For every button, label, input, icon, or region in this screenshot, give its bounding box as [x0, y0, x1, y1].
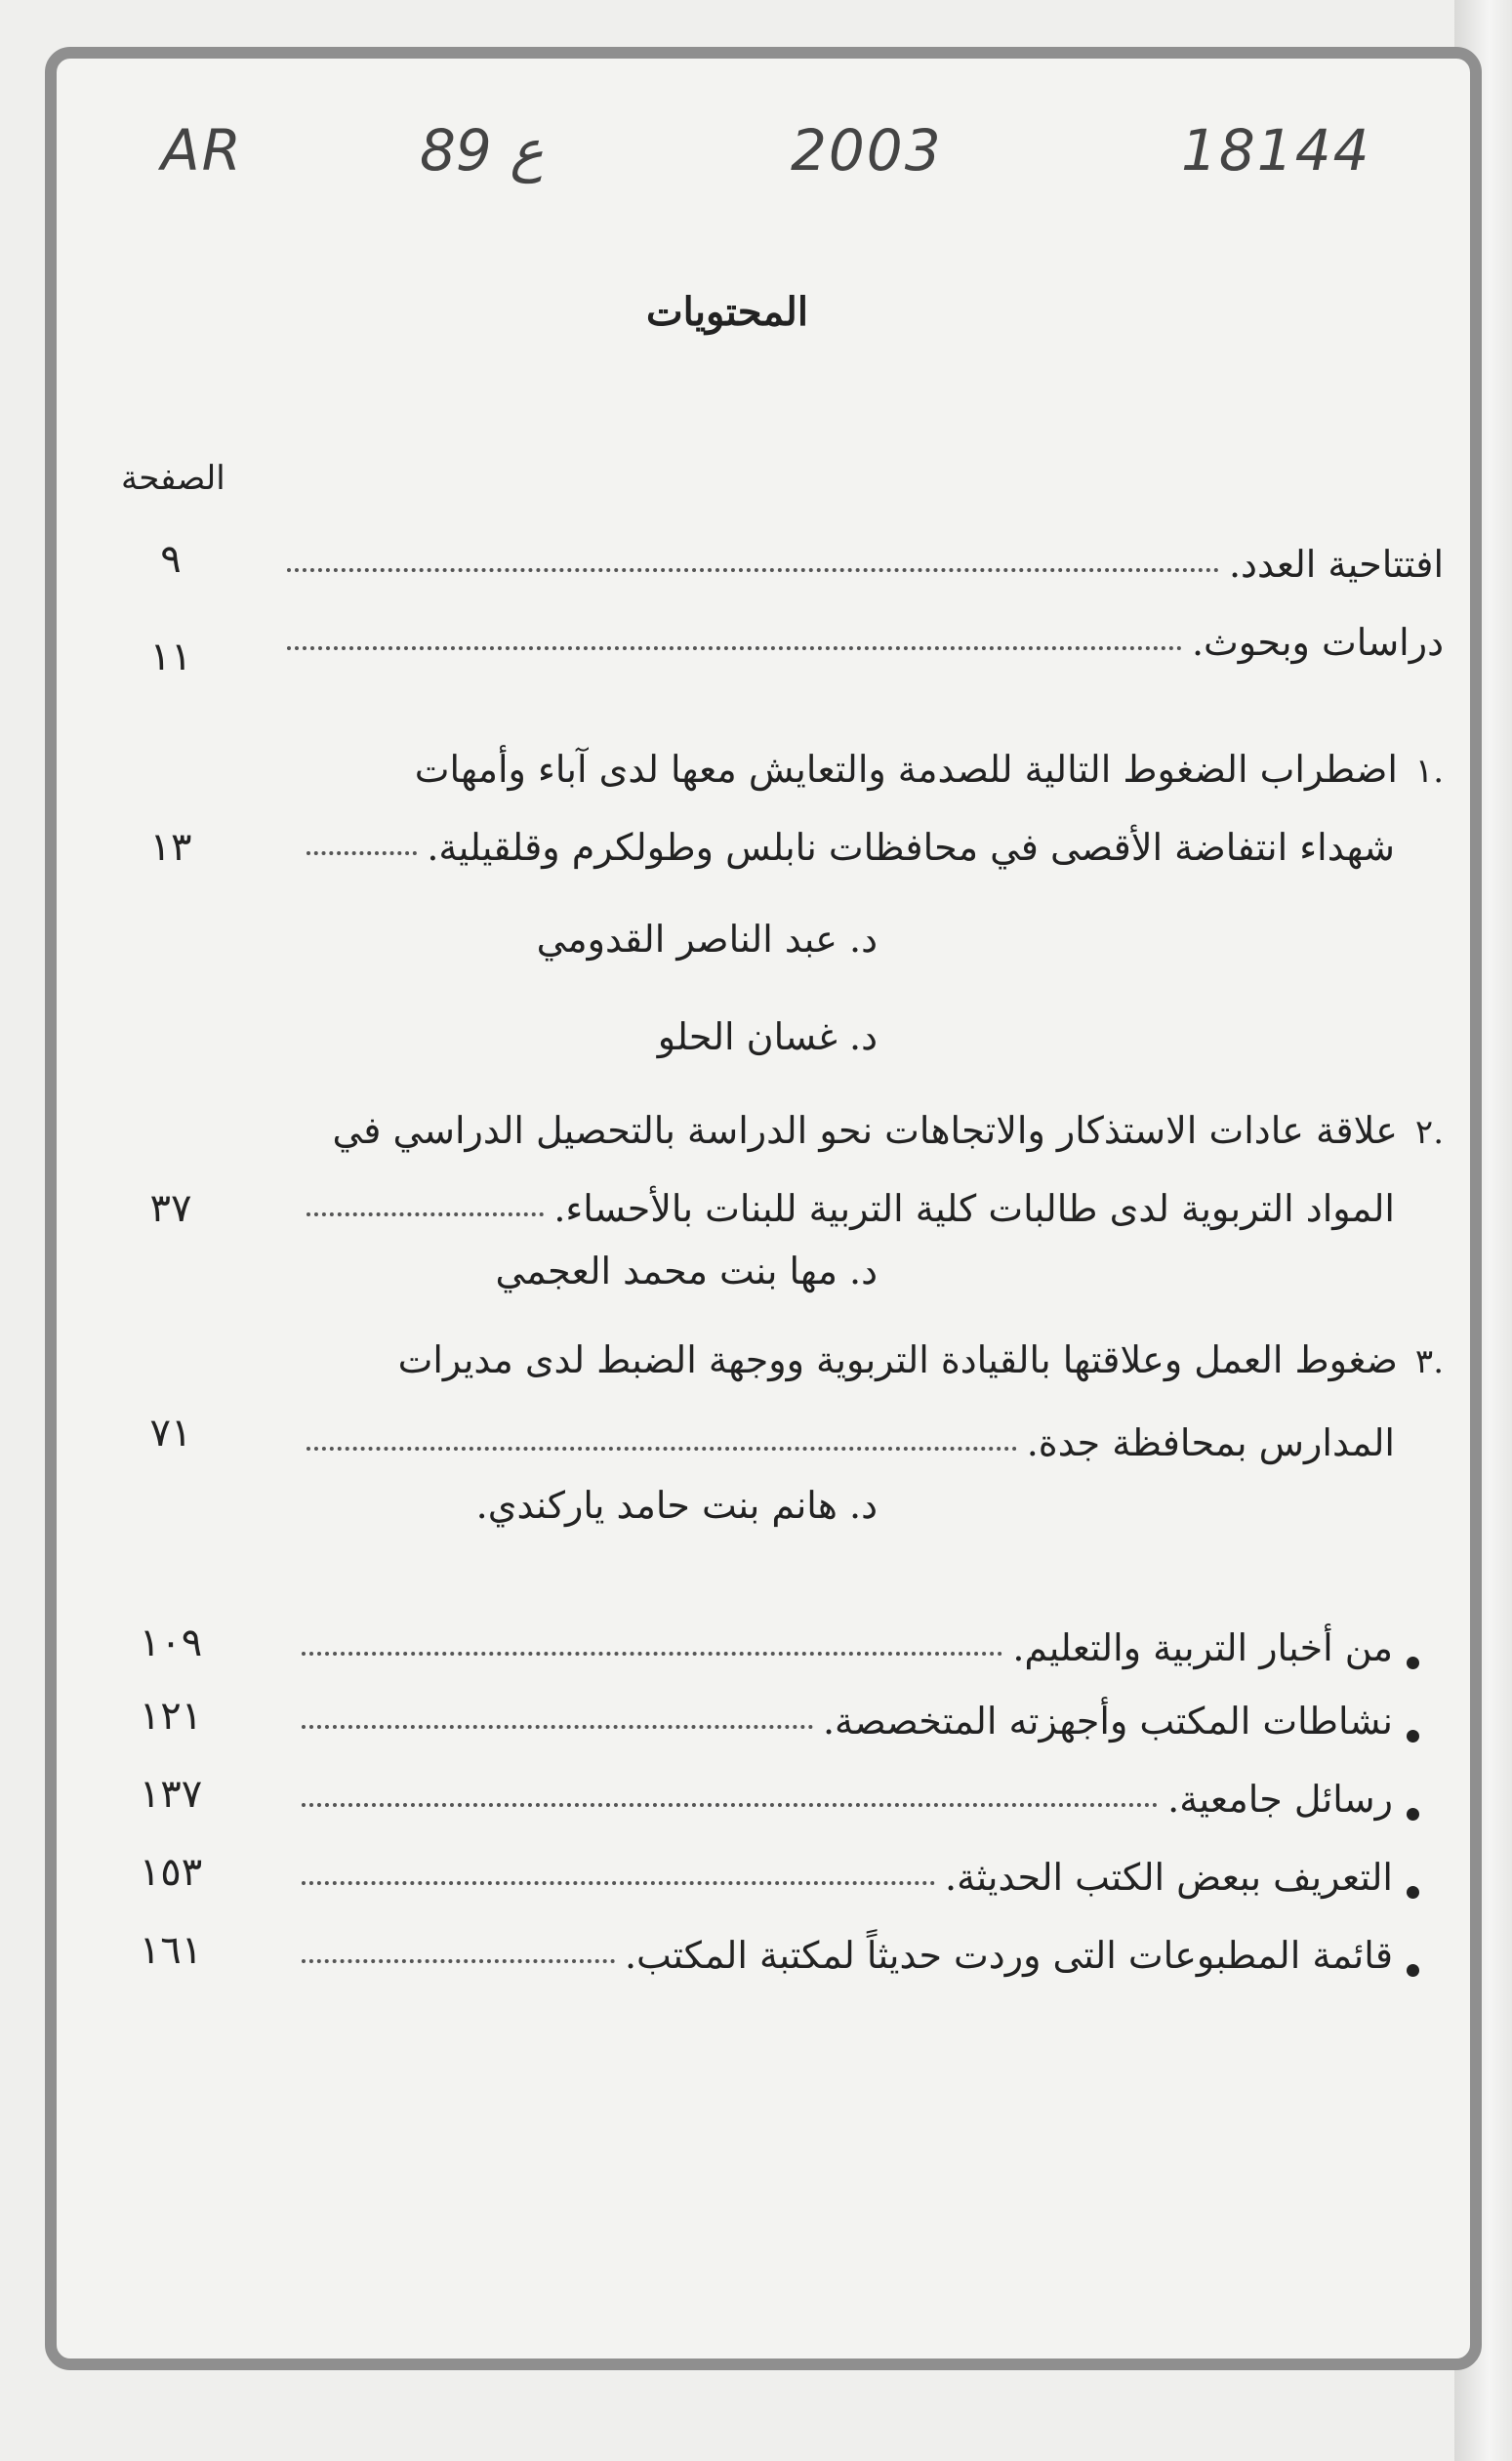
toc-bullet-entry: [292, 1752, 1419, 1821]
dot-leader: [302, 1802, 1158, 1807]
toc-entry-text: ضغوط العمل وعلاقتها بالقيادة التربوية ووجهة الضبط لدى مديرات: [397, 1338, 1398, 1381]
toc-study2-line2: [297, 1162, 1395, 1230]
toc-study2-line1: [331, 1084, 1444, 1152]
dot-leader: [306, 850, 417, 855]
toc-page-number: ١٦١: [139, 1928, 203, 1973]
bullet-icon: [1407, 1808, 1419, 1821]
handwritten-note-3: 2003: [791, 117, 943, 184]
bullet-icon: [1407, 1657, 1419, 1669]
page-column-header: الصفحة: [121, 459, 225, 498]
page-title: المحتويات: [646, 289, 808, 335]
toc-entry-text: افتتاحية العدد.: [1228, 543, 1444, 586]
dot-leader: [287, 567, 1219, 572]
bullet-icon: [1407, 1964, 1419, 1977]
toc-entry-text: شهداء انتفاضة الأقصى في محافظات نابلس وطولكرم وقلقيلية.: [427, 826, 1395, 869]
study-number: .١: [1414, 752, 1444, 791]
toc-entry-text: من أخبار التربية والتعليم.: [1012, 1626, 1393, 1669]
dot-leader: [302, 1958, 615, 1963]
toc-page-number: ٣٧: [149, 1186, 192, 1231]
toc-study1-line1: [331, 722, 1444, 791]
toc-entry-studies: [277, 595, 1444, 664]
toc-entry-text: علاقة عادات الاستذكار والاتجاهات نحو الدراسة بالتحصيل الدراسي في: [332, 1109, 1398, 1152]
toc-entry-opening: [277, 517, 1444, 586]
toc-entry-text: اضطراب الضغوط التالية للصدمة والتعايش معها لدى آباء وأمهات: [414, 748, 1398, 791]
dot-leader: [306, 1211, 544, 1216]
toc-study3-line2: [297, 1396, 1395, 1464]
study-author: د. مها بنت محمد العجمي: [495, 1250, 878, 1292]
toc-bullet-entry: [292, 1601, 1419, 1669]
study-author: د. عبد الناصر القدومي: [536, 918, 878, 961]
study-author: د. غسان الحلو: [657, 1015, 878, 1058]
dot-leader: [302, 1724, 813, 1729]
toc-page-number: ١٢١: [139, 1694, 203, 1739]
toc-study1-line2: [297, 800, 1395, 869]
bullet-icon: [1407, 1730, 1419, 1743]
toc-bullet-entry: [292, 1830, 1419, 1899]
toc-study3-line1: [331, 1313, 1444, 1381]
toc-page-number: ١٥٣: [139, 1850, 203, 1895]
toc-page-number: ١٣٧: [139, 1772, 203, 1817]
handwritten-note-2: 89 ع: [420, 117, 544, 184]
dot-leader: [302, 1651, 1002, 1656]
toc-page-number: ١١: [149, 635, 192, 679]
study-number: .٣: [1414, 1342, 1444, 1381]
toc-entry-text: رسائل جامعية.: [1167, 1778, 1393, 1821]
toc-bullet-entry: [292, 1674, 1419, 1743]
bullet-icon: [1407, 1886, 1419, 1899]
handwritten-note-4: 18144: [1181, 117, 1371, 184]
dot-leader: [287, 645, 1182, 650]
study-author: د. هانم بنت حامد ياركندي.: [475, 1484, 878, 1527]
toc-page-number: ١٠٩: [139, 1620, 203, 1665]
handwritten-note-1: AR: [161, 117, 243, 184]
toc-entry-text: التعريف ببعض الكتب الحديثة.: [945, 1856, 1393, 1899]
toc-entry-text: قائمة المطبوعات التى وردت حديثاً لمكتبة المكتب.: [624, 1934, 1393, 1977]
toc-page-number: ٩: [160, 537, 182, 582]
dot-leader: [306, 1446, 1017, 1451]
toc-page-number: ٧١: [149, 1411, 192, 1456]
toc-page-number: ١٣: [149, 825, 192, 870]
study-number: .٢: [1414, 1113, 1444, 1152]
toc-entry-text: المدارس بمحافظة جدة.: [1026, 1421, 1395, 1464]
dot-leader: [302, 1880, 935, 1885]
toc-entry-text: المواد التربوية لدى طالبات كلية التربية للبنات بالأحساء.: [553, 1187, 1395, 1230]
toc-entry-text: نشاطات المكتب وأجهزته المتخصصة.: [822, 1700, 1393, 1743]
toc-bullet-entry: [292, 1908, 1419, 1977]
toc-entry-text: دراسات وبحوث.: [1191, 621, 1444, 664]
